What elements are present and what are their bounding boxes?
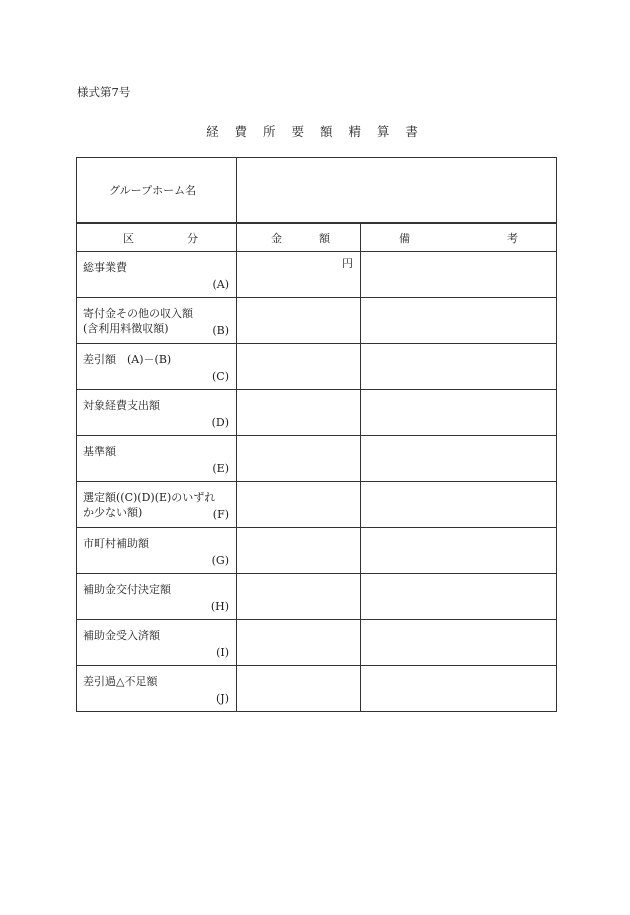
row-label: 補助金交付決定額 — [83, 583, 171, 596]
table-row — [77, 390, 557, 436]
header-remarks — [361, 223, 557, 252]
header-category — [77, 223, 237, 252]
row-label: 総事業費 — [83, 261, 127, 274]
amount-field[interactable] — [237, 574, 361, 620]
header-category-char-1: 区 — [123, 231, 134, 245]
table-row — [77, 344, 557, 390]
row-label: 基準額 — [83, 445, 116, 458]
group-home-row — [77, 158, 557, 224]
row-label: 寄付金その他の収入額 (含利用料徴収額) — [83, 307, 193, 335]
header-amount-char-1: 金 — [271, 231, 282, 245]
row-label: 市町村補助額 — [83, 537, 149, 550]
row-label: 対象経費支出額 — [83, 399, 160, 412]
row-label: 補助金受入済額 — [83, 629, 160, 642]
amount-unit: 円 — [342, 257, 353, 270]
row-code: (B) — [212, 324, 229, 337]
amount-field[interactable] — [237, 252, 361, 298]
remarks-field[interactable] — [361, 390, 557, 436]
row-code: (J) — [216, 692, 229, 705]
remarks-field[interactable] — [361, 620, 557, 666]
row-category-cell — [77, 666, 237, 712]
remarks-field[interactable] — [361, 666, 557, 712]
group-home-label: グループホーム名 — [109, 184, 197, 197]
row-category-cell — [77, 620, 237, 666]
row-category-cell — [77, 436, 237, 482]
row-category-cell — [77, 298, 237, 344]
table-row — [77, 574, 557, 620]
group-home-label-cell — [77, 158, 237, 224]
table-row — [77, 528, 557, 574]
row-code: (D) — [211, 416, 229, 429]
form-number: 様式第7号 — [77, 85, 131, 99]
row-category-cell — [77, 252, 237, 298]
document-title: 経 費 所 要 額 精 算 書 — [206, 124, 424, 139]
amount-field[interactable] — [237, 390, 361, 436]
row-label: 差引額 (A)－(B) — [83, 353, 172, 366]
remarks-field[interactable] — [361, 482, 557, 528]
remarks-field[interactable] — [361, 298, 557, 344]
header-amount-char-2: 額 — [319, 231, 330, 245]
table-row — [77, 298, 557, 344]
amount-field[interactable] — [237, 298, 361, 344]
row-category-cell — [77, 482, 237, 528]
amount-field[interactable] — [237, 436, 361, 482]
row-code: (E) — [212, 462, 229, 475]
row-code: (F) — [212, 508, 229, 521]
table-row — [77, 436, 557, 482]
row-code: (I) — [216, 646, 229, 659]
amount-field[interactable] — [237, 344, 361, 390]
remarks-field[interactable] — [361, 436, 557, 482]
table-row — [77, 482, 557, 528]
amount-field[interactable] — [237, 482, 361, 528]
remarks-field[interactable] — [361, 344, 557, 390]
row-category-cell — [77, 528, 237, 574]
row-category-cell — [77, 344, 237, 390]
row-code: (H) — [210, 600, 229, 613]
table-row — [77, 666, 557, 712]
amount-field[interactable] — [237, 528, 361, 574]
remarks-field[interactable] — [361, 252, 557, 298]
table-row — [77, 252, 557, 298]
header-remarks-char-1: 備 — [399, 231, 410, 245]
row-code: (A) — [212, 278, 229, 291]
header-row — [77, 223, 557, 252]
group-home-name-field[interactable] — [237, 158, 557, 224]
row-category-cell — [77, 574, 237, 620]
table-row — [77, 620, 557, 666]
header-amount — [237, 223, 361, 252]
expense-settlement-table — [76, 157, 557, 712]
amount-field[interactable] — [237, 620, 361, 666]
row-code: (C) — [212, 370, 229, 383]
remarks-field[interactable] — [361, 574, 557, 620]
row-label: 選定額((C)(D)(E)のいずれ か少ない額) — [83, 491, 216, 519]
header-remarks-char-2: 考 — [507, 231, 518, 245]
row-category-cell — [77, 390, 237, 436]
row-code: (G) — [211, 554, 229, 567]
amount-field[interactable] — [237, 666, 361, 712]
header-category-char-2: 分 — [187, 231, 198, 245]
remarks-field[interactable] — [361, 528, 557, 574]
row-label: 差引過△不足額 — [83, 675, 158, 688]
